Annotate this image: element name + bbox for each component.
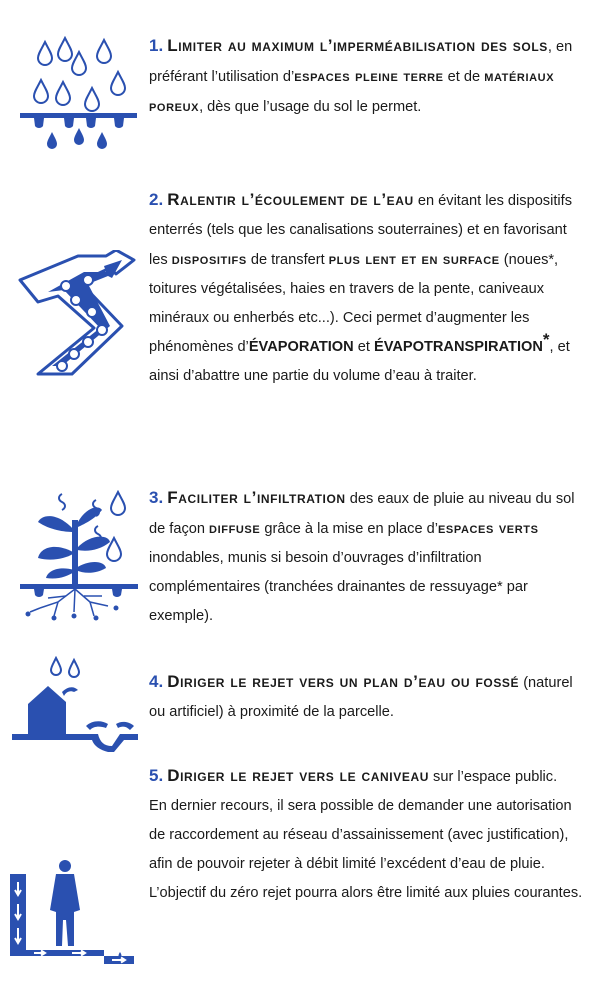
item-1-text-part: et de <box>443 69 485 85</box>
item-2-text-part: en évitant les dispositifs enterrés (tels que les canalisations souterraines) et en favorisant les <box>149 193 572 268</box>
item-5-title: Diriger le rejet vers le caniveau <box>167 766 429 785</box>
item-1-bold-term: espaces pleine terre <box>294 68 444 85</box>
item-3-text-part: inondables, munis si besoin d’ouvrages d’infiltration complémentaires (tranchées drainantes de ressuyage* par exemple). <box>149 550 528 624</box>
item-4-text <box>149 667 589 727</box>
item-4-title: Diriger le rejet vers un plan d’eau ou fossé <box>167 672 520 691</box>
item-1-title: Limiter au maximum l’imperméabilisation des sols <box>167 36 548 55</box>
item-3-bold-term: espaces verts <box>437 520 539 537</box>
item-1-bold-term: matériaux poreux <box>149 68 555 115</box>
item-1-text-part: , en préférant l’utilisation d’ <box>149 39 573 85</box>
zigzag-flow-arrow-icon <box>18 250 140 380</box>
item-2-number: 2. <box>149 190 164 209</box>
item-2-text-part: de transfert <box>246 252 329 268</box>
item-3-number: 3. <box>149 488 164 507</box>
item-3-text-part: des eaux de pluie au niveau du sol de façon <box>149 491 575 537</box>
item-2-bold-term: dispositifs <box>171 251 247 268</box>
plant-infiltration-icon <box>18 490 142 622</box>
person-street-gutter-icon <box>8 860 138 966</box>
item-2-bold-term: ÉVAPOTRANSPIRATION <box>373 339 543 355</box>
item-1-text <box>149 31 589 122</box>
item-2-asterisk: * <box>542 330 550 350</box>
item-2-text-part: , et ainsi d’abattre une partie du volume d’eau à traiter. <box>149 339 570 384</box>
house-ditch-discharge-icon <box>12 656 140 752</box>
item-2-bold-term: plus lent et en surface <box>328 251 500 268</box>
item-4-number: 4. <box>149 672 164 691</box>
item-1-number: 1. <box>149 36 164 55</box>
item-4-text-part: (naturel ou artificiel) à proximité de la parcelle. <box>149 675 573 720</box>
item-5-paragraph-2: En dernier recours, il sera possible de demander une autorisation de raccordement au réseau d’assainissement (avec justification), afin de pouvoir rejeter à débit limité l’excédent d’eau de pluie. L’objectif du zéro rejet pourra alors être limité aux pluies courantes. <box>149 798 583 901</box>
item-2-title: Ralentir l’écoulement de l’eau <box>167 190 414 209</box>
item-5-text <box>149 761 589 908</box>
item-3-text-part: grâce à la mise en place d’ <box>260 521 438 537</box>
item-1-text-part: , dès que l’usage du sol le permet. <box>199 99 422 115</box>
item-3-title: Faciliter l’infiltration <box>167 488 346 507</box>
item-5-number: 5. <box>149 766 164 785</box>
item-2-text-part: (noues*, toitures végétalisées, haies en travers de la pente, caniveaux minéraux ou enherbés etc...). Ceci permet d’augmenter les phénomènes d’ <box>149 252 559 355</box>
item-2-text-part: et <box>353 339 374 355</box>
item-2-bold-term: ÉVAPORATION <box>248 339 354 355</box>
item-3-bold-term: diffuse <box>209 520 261 537</box>
item-5-text-part: sur l’espace public. <box>428 769 558 785</box>
item-3-text <box>149 483 589 631</box>
item-2-text <box>149 185 589 391</box>
rain-drops-permeable-ground-icon <box>18 36 140 152</box>
